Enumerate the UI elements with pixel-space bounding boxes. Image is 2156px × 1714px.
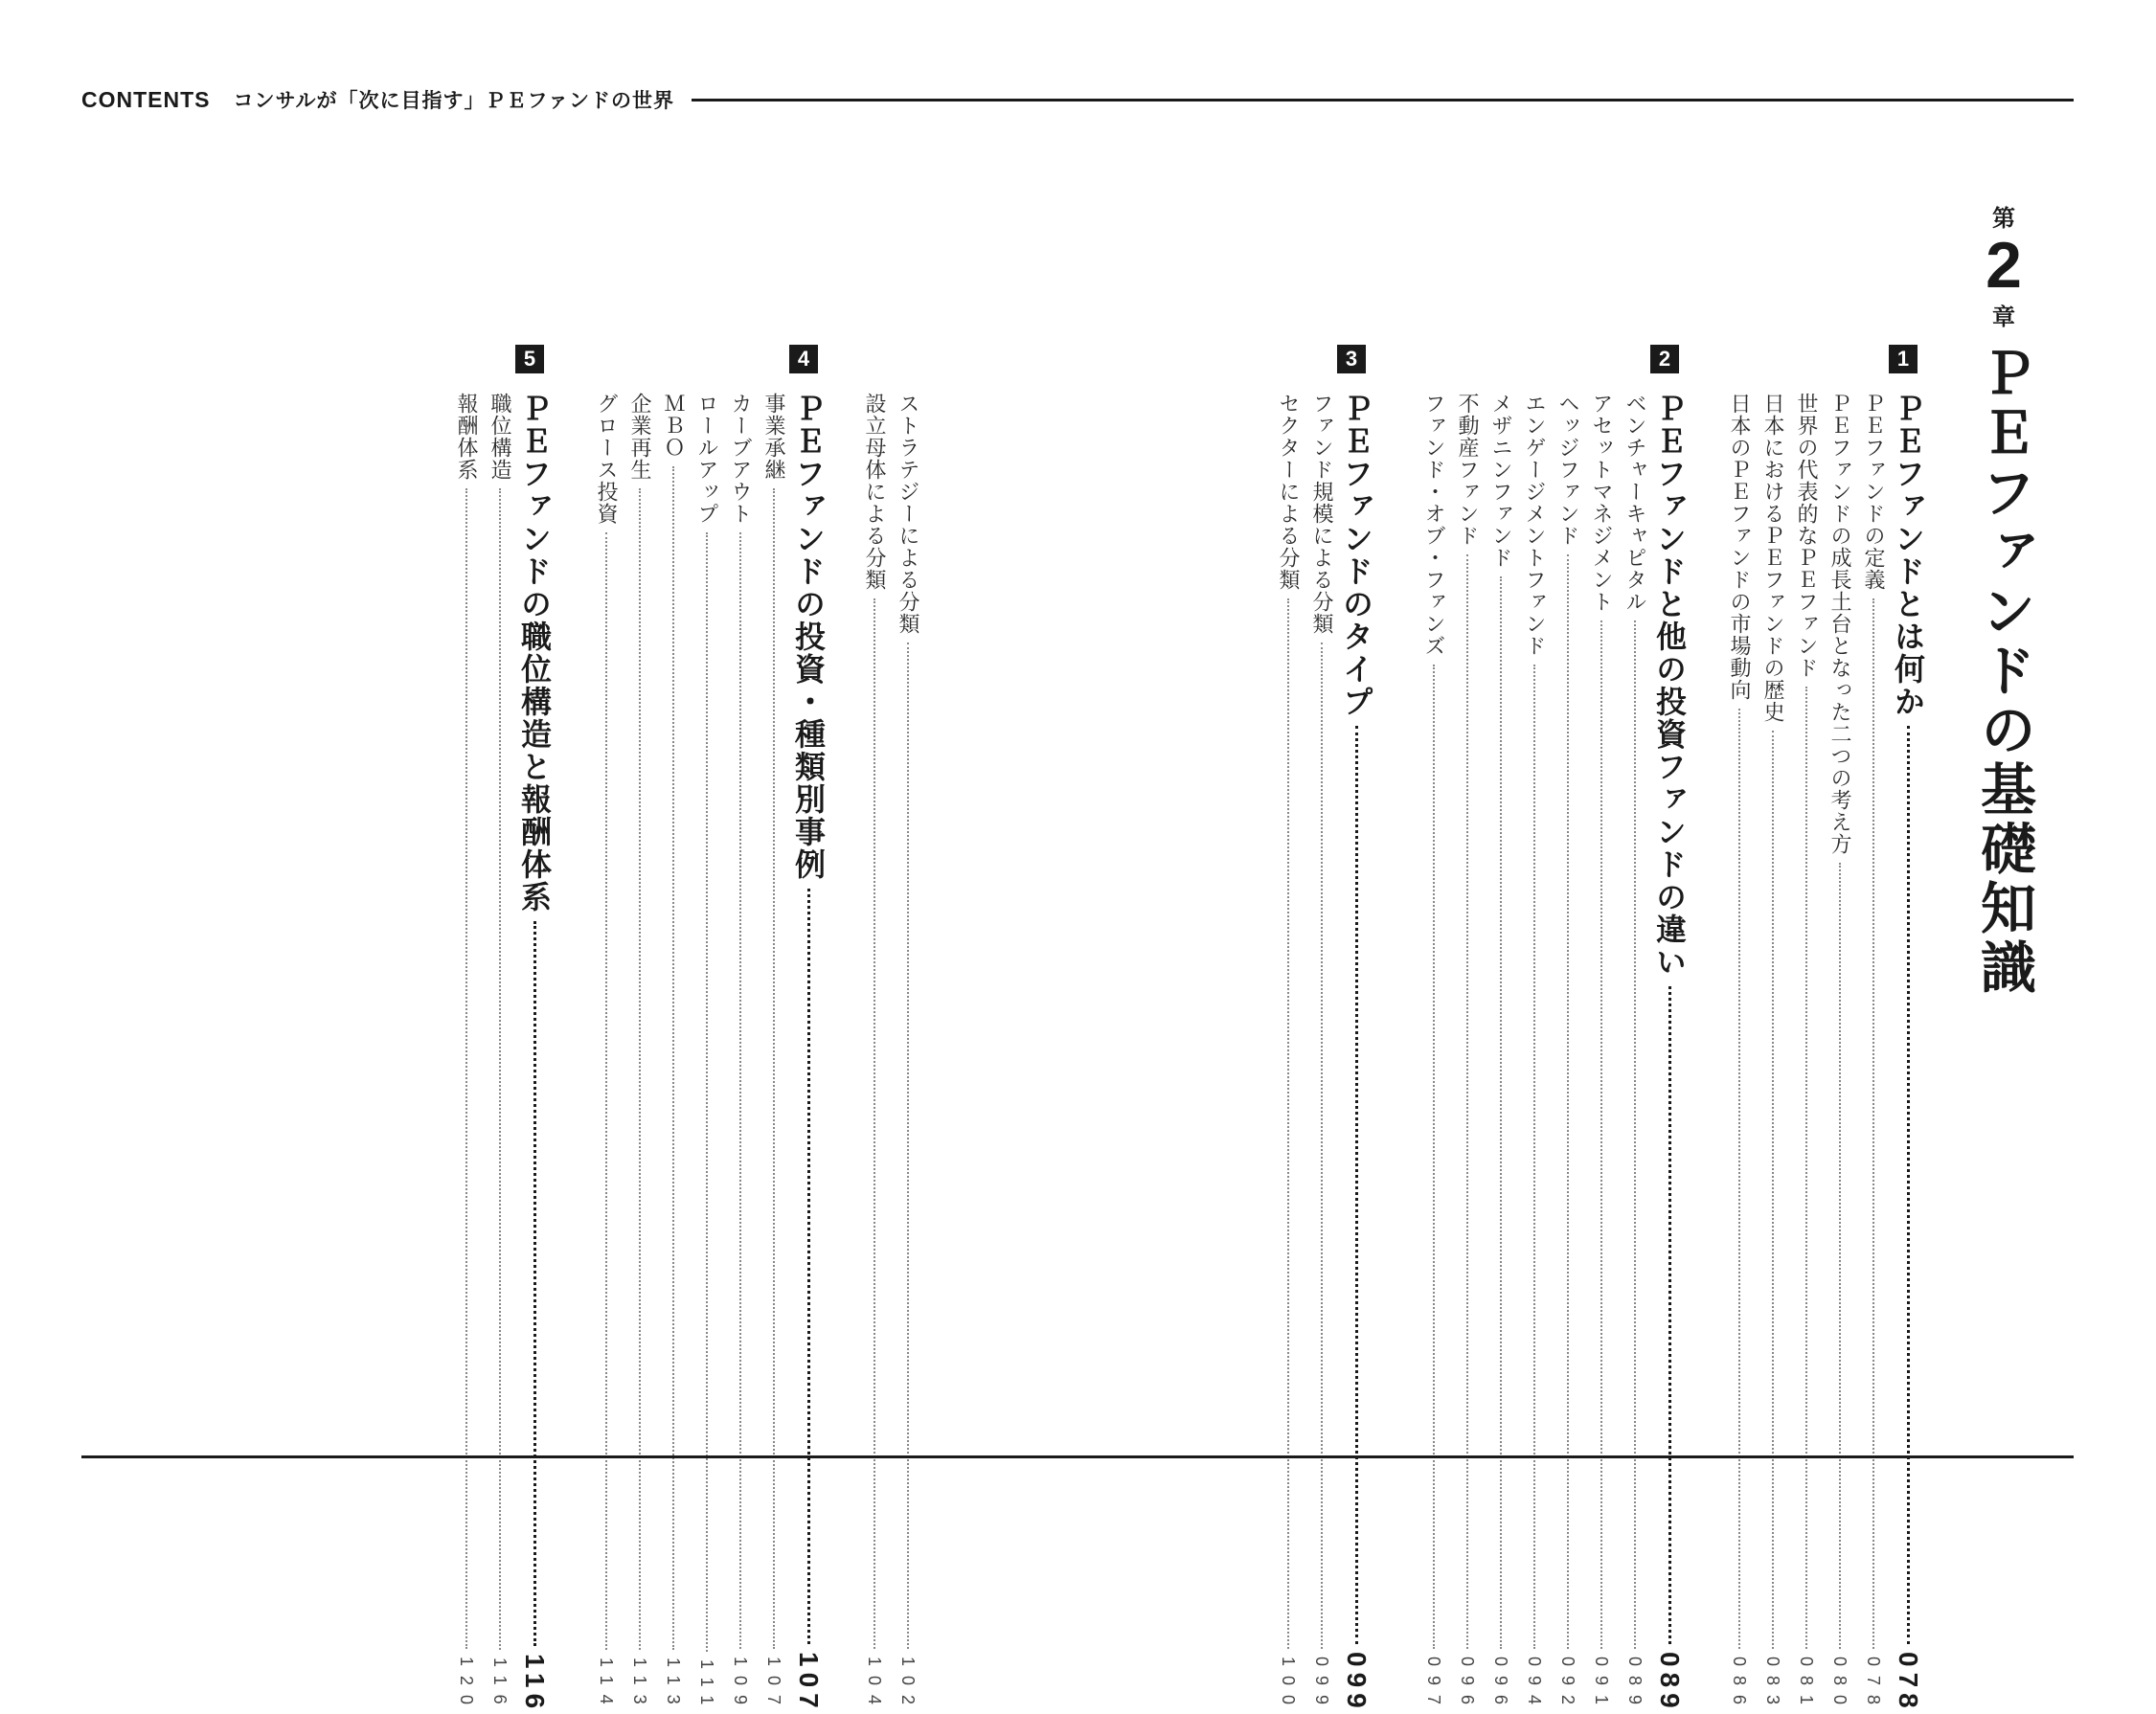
page-number: 116 [520,1653,550,1714]
toc-item-label: 日本におけるＰＥファンドの歴史 [1760,393,1784,723]
toc-item-label: ヘッジファンド [1555,393,1579,547]
chapter-sho: 章 [1992,304,2015,330]
page-number: 104 [865,1656,884,1714]
page-number: 080 [1830,1656,1850,1714]
page-number: 096 [1458,1656,1477,1714]
toc-item-label: ＭＢＯ [661,393,685,459]
toc-item-label: ＰＥファンドの成長土台となった二つの考え方 [1827,393,1851,855]
dot-leader [672,466,674,1650]
toc-item[interactable] [1620,393,1649,1714]
page-number: 096 [1491,1656,1510,1714]
dot-leader [706,532,708,1652]
running-header [81,80,2074,119]
page-number: 102 [898,1656,918,1714]
toc-item-label: 世界の代表的なＰＥファンド [1794,393,1818,679]
dot-leader [1321,643,1323,1649]
section-title-entry[interactable] [786,393,830,1714]
dot-leader [1567,554,1569,1649]
page-number: 114 [597,1658,616,1714]
toc-item-label: ベンチャーキャピタル [1623,393,1646,613]
section-title-entry[interactable] [1886,393,1930,1714]
page-number: 089 [1655,1652,1685,1714]
toc-item-label: カーブアウト [728,393,752,525]
dot-leader [1433,665,1435,1649]
toc-item-label: 事業承継 [761,393,785,481]
toc-item-label: 日本のＰＥファンドの市場動向 [1727,393,1751,701]
chapter-dai: 第 [1992,205,2015,232]
toc-item[interactable] [1553,393,1582,1714]
section-title: ＰＥファンドのタイプ [1338,393,1374,718]
dot-leader [1839,863,1841,1649]
section-title: ＰＥファンドと他の投資ファンドの違い [1651,393,1688,979]
contents-label: CONTENTS [81,86,211,112]
chapter-number [1977,199,2031,331]
page-number: 107 [764,1656,783,1714]
section-badge: 2 [1650,345,1679,373]
toc-item[interactable] [1825,393,1854,1714]
toc-item-label: 職位構造 [488,393,511,481]
dot-leader [605,532,607,1650]
toc-item[interactable] [759,393,788,1714]
toc-item-label: ＰＥファンドの定義 [1861,393,1885,591]
page-number: 113 [630,1658,649,1714]
dot-leader [1500,576,1502,1649]
chapter-num: 2 [1986,229,2022,302]
dot-leader [1533,665,1535,1649]
dot-leader [465,488,467,1649]
toc-item[interactable] [1486,393,1515,1714]
toc-item[interactable] [485,393,514,1714]
toc-item[interactable] [1452,393,1482,1714]
toc-item[interactable] [1586,393,1616,1714]
toc-item[interactable] [725,393,755,1714]
toc-item[interactable] [1519,393,1549,1714]
section-badge: 1 [1889,345,1918,373]
toc-item[interactable] [1418,393,1448,1714]
chapter-title: ＰＥファンドの基礎知識 [1971,345,2036,998]
dot-leader [499,488,501,1650]
toc-item-label: 設立母体による分類 [862,393,886,591]
page-number: 100 [1279,1656,1298,1714]
page-number: 092 [1558,1656,1577,1714]
toc-item-label: グロース投資 [594,393,618,525]
section-title: ＰＥファンドの職位構造と報酬体系 [516,393,553,913]
section-badge: 3 [1337,345,1366,373]
page-number: 083 [1763,1656,1782,1714]
header-rule [692,99,2074,101]
footer-rule [81,1455,2074,1458]
toc-item-label: ストラテジーによる分類 [896,393,919,635]
dot-leader [1355,726,1358,1644]
dot-leader [1805,687,1807,1649]
dot-leader [773,488,775,1649]
dot-leader [1634,620,1636,1649]
dot-leader [1287,598,1289,1649]
toc-item-label: メザニンファンド [1488,393,1512,569]
section-badge: 4 [789,345,818,373]
toc-item-label: 企業再生 [627,393,651,481]
toc-item-label: 報酬体系 [454,393,478,481]
toc-item[interactable] [624,393,654,1714]
page-number: 086 [1730,1656,1749,1714]
dot-leader [807,889,810,1644]
toc-item-label: エンゲージメントファンド [1522,393,1546,657]
page-number: 116 [490,1658,510,1714]
book-title: コンサルが「次に目指す」ＰＥファンドの世界 [233,89,675,112]
toc-item[interactable] [1791,393,1821,1714]
toc-item[interactable] [591,393,621,1714]
dot-leader [1668,986,1671,1644]
page-number: 111 [697,1658,716,1714]
section-title-entry[interactable] [512,393,556,1714]
page-number: 107 [794,1652,824,1714]
page-number: 078 [1864,1656,1883,1714]
page-number: 113 [664,1658,683,1714]
dot-leader [1738,709,1740,1649]
toc-item-label: セクターによる分類 [1276,393,1300,591]
toc-item[interactable] [1724,393,1754,1714]
page-number: 099 [1312,1656,1331,1714]
section-title-entry[interactable] [1647,393,1691,1714]
page-number: 097 [1424,1656,1443,1714]
toc-item[interactable] [1858,393,1888,1714]
page-number: 078 [1894,1652,1923,1714]
dot-leader [1772,731,1774,1649]
dot-leader [739,532,741,1649]
page-number: 089 [1625,1656,1645,1714]
toc-item[interactable] [692,393,721,1714]
toc-item[interactable] [859,393,889,1714]
toc-item[interactable] [451,393,481,1714]
dot-leader [1872,598,1874,1649]
dot-leader [1907,726,1910,1644]
dot-leader [1600,620,1602,1649]
page-number: 109 [731,1656,750,1714]
page-number: 091 [1592,1656,1611,1714]
toc-item-label: ファンド規模による分類 [1309,393,1333,635]
dot-leader [533,921,536,1646]
toc-item-label: ロールアップ [694,393,718,525]
page-number: 120 [457,1656,476,1714]
dot-leader [639,488,641,1650]
toc-item[interactable] [658,393,688,1714]
toc-item[interactable] [1273,393,1303,1714]
dot-leader [874,598,875,1649]
toc-item-label: ファンド・オブ・ファンズ [1421,393,1445,657]
toc-item-label: アセットマネジメント [1589,393,1613,613]
section-title-entry[interactable] [1334,393,1378,1714]
page-number: 099 [1342,1652,1372,1714]
page-number: 081 [1797,1656,1816,1714]
section-badge: 5 [515,345,544,373]
toc-item[interactable] [1758,393,1787,1714]
toc-item[interactable] [1306,393,1336,1714]
toc-item[interactable] [893,393,922,1714]
toc-item-label: 不動産ファンド [1455,393,1479,547]
section-title: ＰＥファンドの投資・種類別事例 [790,393,827,881]
dot-leader [907,643,909,1649]
dot-leader [1466,554,1468,1649]
section-title: ＰＥファンドとは何か [1890,393,1926,718]
page-number: 094 [1525,1656,1544,1714]
